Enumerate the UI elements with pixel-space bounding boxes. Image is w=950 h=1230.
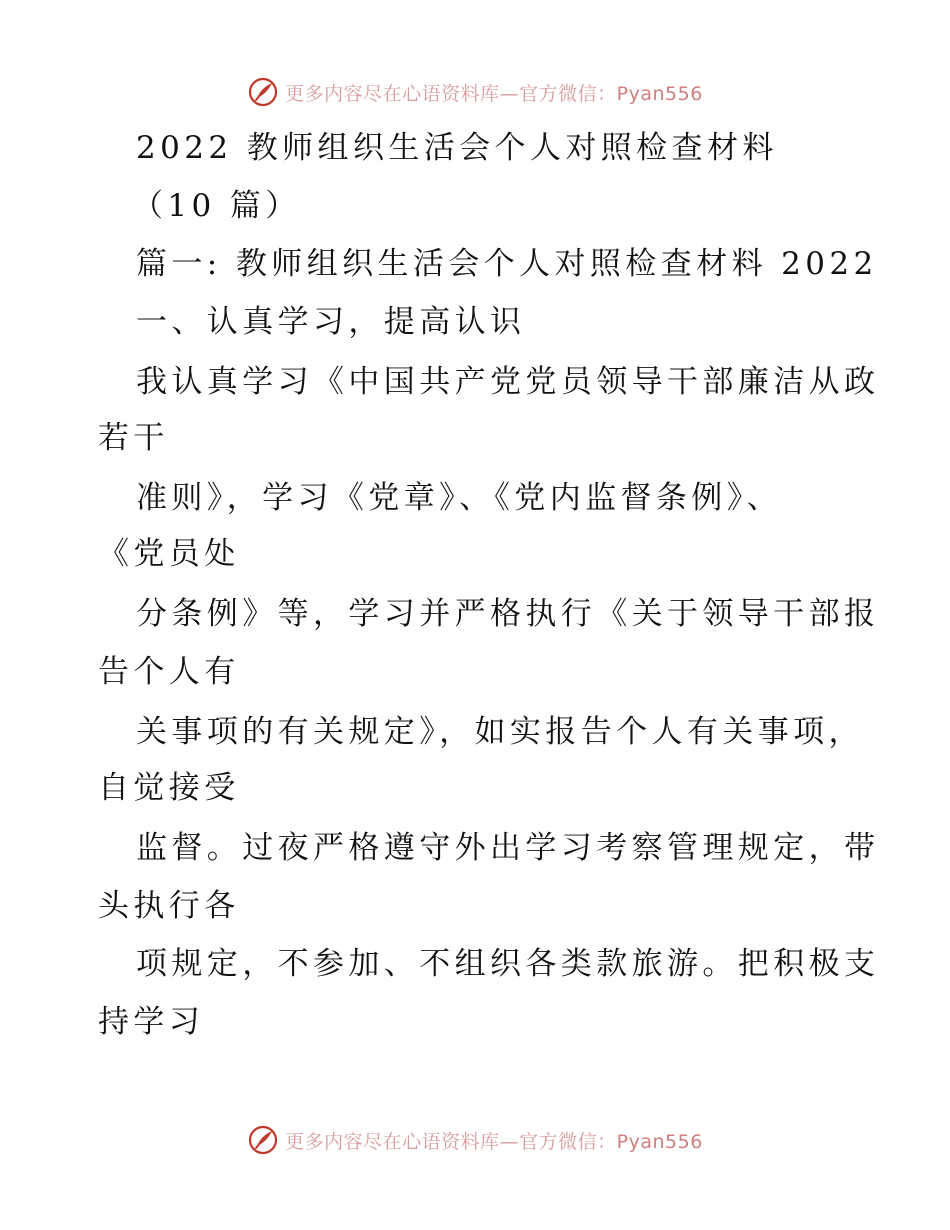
body-line: 告个人有 [98,654,240,690]
document-title-line-1: 2022 教师组织生活会个人对照检查材料 [136,130,778,166]
section-heading: 一、认真学习，提高认识 [136,304,526,340]
watermark-text [285,79,703,106]
body-line: 监督。过夜严格遵守外出学习考察管理规定，带 [136,830,880,866]
body-line: 关事项的有关规定》，如实报告个人有关事项， [136,714,864,750]
body-line: 若干 [98,420,169,456]
body-line: 我认真学习《中国共产党党员领导干部廉洁从政 [136,364,880,400]
watermark-wechat-id: Pyan556 [616,82,703,105]
quill-logo-icon [247,1124,279,1156]
watermark-footer [0,1120,950,1160]
document-title-line-2: （10 篇） [132,188,301,224]
body-line: 头执行各 [98,888,240,924]
body-line: 自觉接受 [98,770,240,806]
watermark-wechat-id: Pyan556 [616,1130,703,1153]
watermark-prefix: 更多内容尽在心语资料库—官方微信： [285,1130,617,1153]
body-line: 持学习 [98,1004,205,1040]
chapter-heading: 篇一: 教师组织生活会个人对照检查材料 2022 [136,246,878,282]
watermark-text [285,1127,703,1154]
body-line: 《党员处 [98,536,240,572]
watermark-header [0,72,950,112]
body-line: 项规定，不参加、不组织各类款旅游。把积极支 [136,946,880,982]
body-line: 分条例》等，学习并严格执行《关于领导干部报 [136,596,880,632]
watermark-prefix: 更多内容尽在心语资料库—官方微信： [285,82,617,105]
body-line: 准则》，学习《党章》、《党内监督条例》、 [136,480,782,516]
quill-logo-icon [247,76,279,108]
